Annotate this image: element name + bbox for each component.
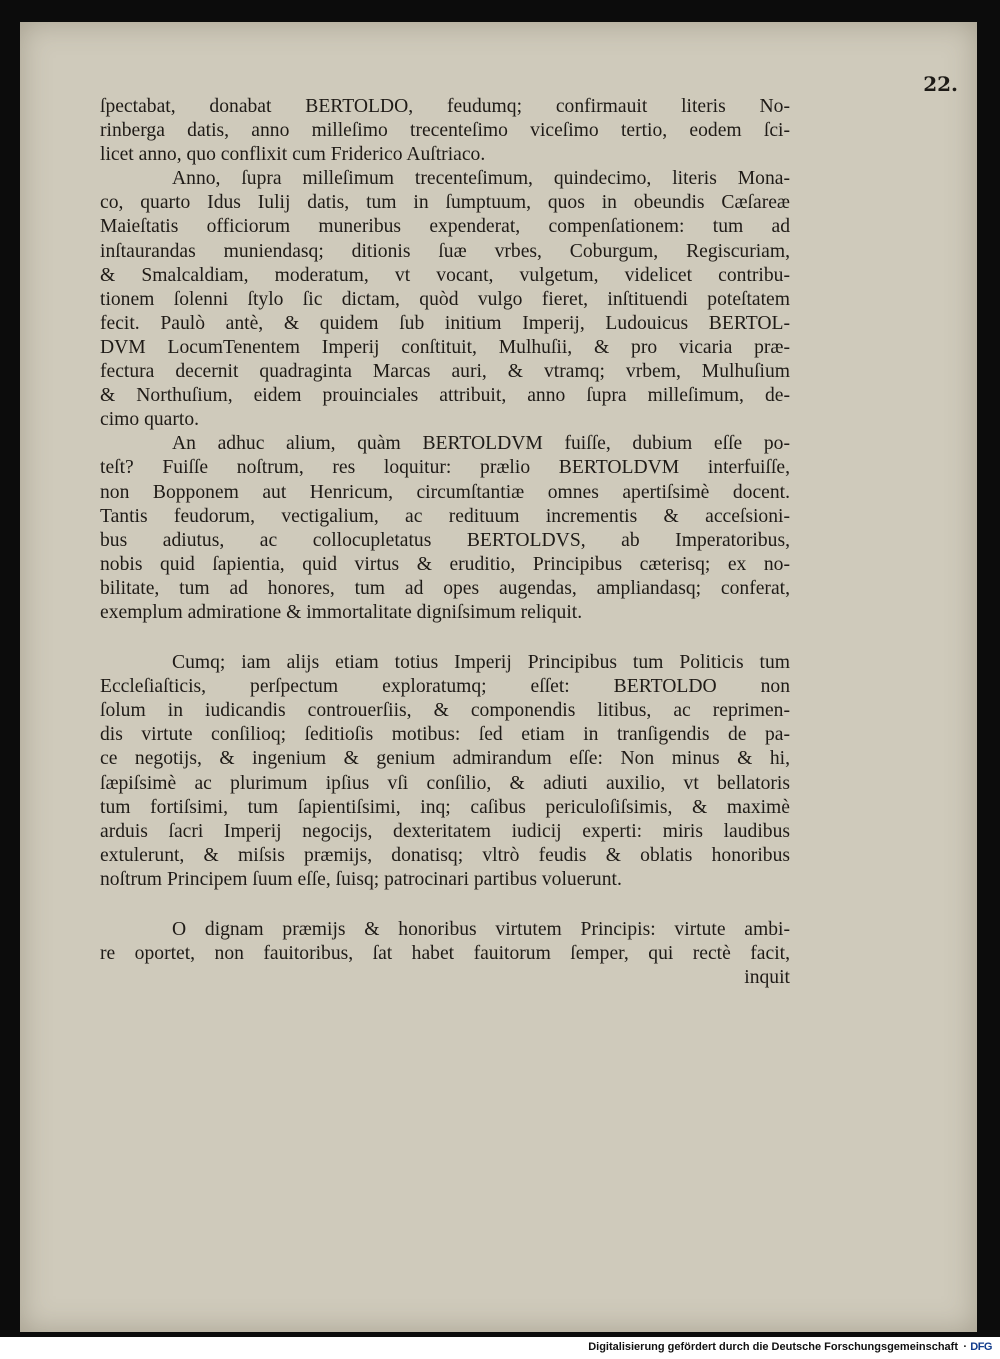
text-line: rinberga datis, anno milleſimo trecenteſimo viceſimo tertio, eodem ſci- (100, 120, 790, 142)
text-line: extulerunt, & miſsis præmijs, donatisq; vltrò feudis & oblatis honoribus (100, 844, 790, 866)
text-line: nobis quid ſapientia, quid virtus & eruditio, Principibus cæterisq; ex no- (100, 553, 790, 575)
text-line: Eccleſiaſticis, perſpectum exploratumq; eſſet: BERTOLDO non (100, 676, 790, 698)
text-line: O dignam præmijs & honoribus virtutem Principis: virtute ambi- (172, 919, 790, 940)
text-line: arduis ſacri Imperij negocijs, dexteritatem iudicij experti: miris laudibus (100, 820, 790, 842)
text-line: An adhuc alium, quàm BERTOLDVM fuiſſe, dubium eſſe po- (172, 433, 790, 455)
dfg-logo: DFG (970, 1341, 992, 1353)
footer-separator: · (963, 1341, 967, 1353)
scanned-page (20, 22, 977, 1332)
text-line: DVM LocumTenentem Imperij conſtituit, Mulhuſii, & pro vicaria præ- (100, 336, 790, 358)
text-line: cimo quarto. (100, 409, 200, 431)
paragraph (100, 432, 790, 625)
paragraph (100, 918, 790, 990)
text-line: tionem ſolenni ſtylo ſic dictam, quòd vulgo fieret, inſtituendi poteſtatem (100, 288, 790, 310)
text-line: fecit. Paulò antè, & quidem ſub initium Imperij, Ludouicus BERTOL- (100, 312, 790, 334)
paragraph-gap (100, 892, 790, 918)
text-line: inſtaurandas muniendasq; ditionis ſuæ vrbes, Coburgum, Regiscuriam, (100, 240, 790, 262)
text-line: fectura decernit quadraginta Marcas auri, & vtramq; vrbem, Mulhuſium (100, 361, 790, 383)
page-number: 22. (923, 72, 958, 96)
text-line: co, quarto Idus Iulij datis, tum in ſumptuum, quos in obeundis Cæſareæ (100, 192, 790, 214)
text-line: Anno, ſupra milleſimum trecenteſimum, quindecimo, literis Mona- (172, 168, 790, 190)
text-line: & Northuſium, eidem prouinciales attribuit, anno ſupra milleſimum, de- (100, 385, 790, 407)
text-line: ſæpiſsimè ac plurimum ipſius vſi conſilio, & adiuti auxilio, vt bellatoris (100, 772, 790, 794)
text-line: ſpectabat, donabat BERTOLDO, feudumq; confirmauit literis No- (100, 96, 790, 117)
funding-credit: Digitalisierung gefördert durch die Deutsche Forschungsgemeinschaft (588, 1341, 958, 1353)
text-line: Cumq; iam alijs etiam totius Imperij Principibus tum Politicis tum (172, 652, 790, 674)
text-line: non Bopponem aut Henricum, circumſtantiæ omnes apertiſsimè docent. (100, 481, 790, 503)
text-line: bus adiutus, ac collocupletatus BERTOLDVS, ab Imperatoribus, (100, 529, 790, 551)
paragraph (100, 95, 790, 167)
catchword: inquit (744, 967, 790, 989)
text-line: exemplum admiratione & immortalitate digniſsimum reliquit. (100, 601, 583, 623)
body-text (100, 95, 790, 990)
paragraph-gap (100, 625, 790, 651)
text-line: bilitate, tum ad honores, tum ad opes augendas, ampliandasq; conferat, (100, 577, 790, 599)
text-line: noſtrum Principem ſuum eſſe, ſuisq; patrocinari partibus voluerunt. (100, 868, 622, 890)
text-line: & Smalcaldiam, moderatum, vt vocant, vulgetum, videlicet contribu- (100, 264, 790, 286)
text-line: ce negotijs, & ingenium & genium admirandum eſſe: Non minus & hi, (100, 748, 790, 770)
footer-bar (0, 1337, 1000, 1359)
text-line: re oportet, non fauitoribus, ſat habet fauitorum ſemper, qui rectè facit, (100, 943, 790, 965)
text-line: dis virtute conſilioq; ſeditioſis motibus: ſed etiam in tranſigendis de pa- (100, 724, 790, 746)
paragraph (100, 651, 790, 892)
text-line: Tantis feudorum, vectigalium, ac redituum incrementis & acceſsioni- (100, 505, 790, 527)
text-line: Maieſtatis officiorum muneribus expenderat, compenſationem: tum ad (100, 216, 790, 238)
text-line: ſolum in iudicandis controuerſiis, & componendis litibus, ac reprimen- (100, 700, 790, 722)
paragraph (100, 167, 790, 432)
text-line: teſt? Fuiſſe noſtrum, res loquitur: prælio BERTOLDVM interfuiſſe, (100, 457, 790, 479)
text-line: tum fortiſsimi, tum ſapientiſsimi, inq; caſibus periculoſiſsimis, & maximè (100, 796, 790, 818)
text-line: licet anno, quo conflixit cum Friderico Auſtriaco. (100, 144, 486, 166)
